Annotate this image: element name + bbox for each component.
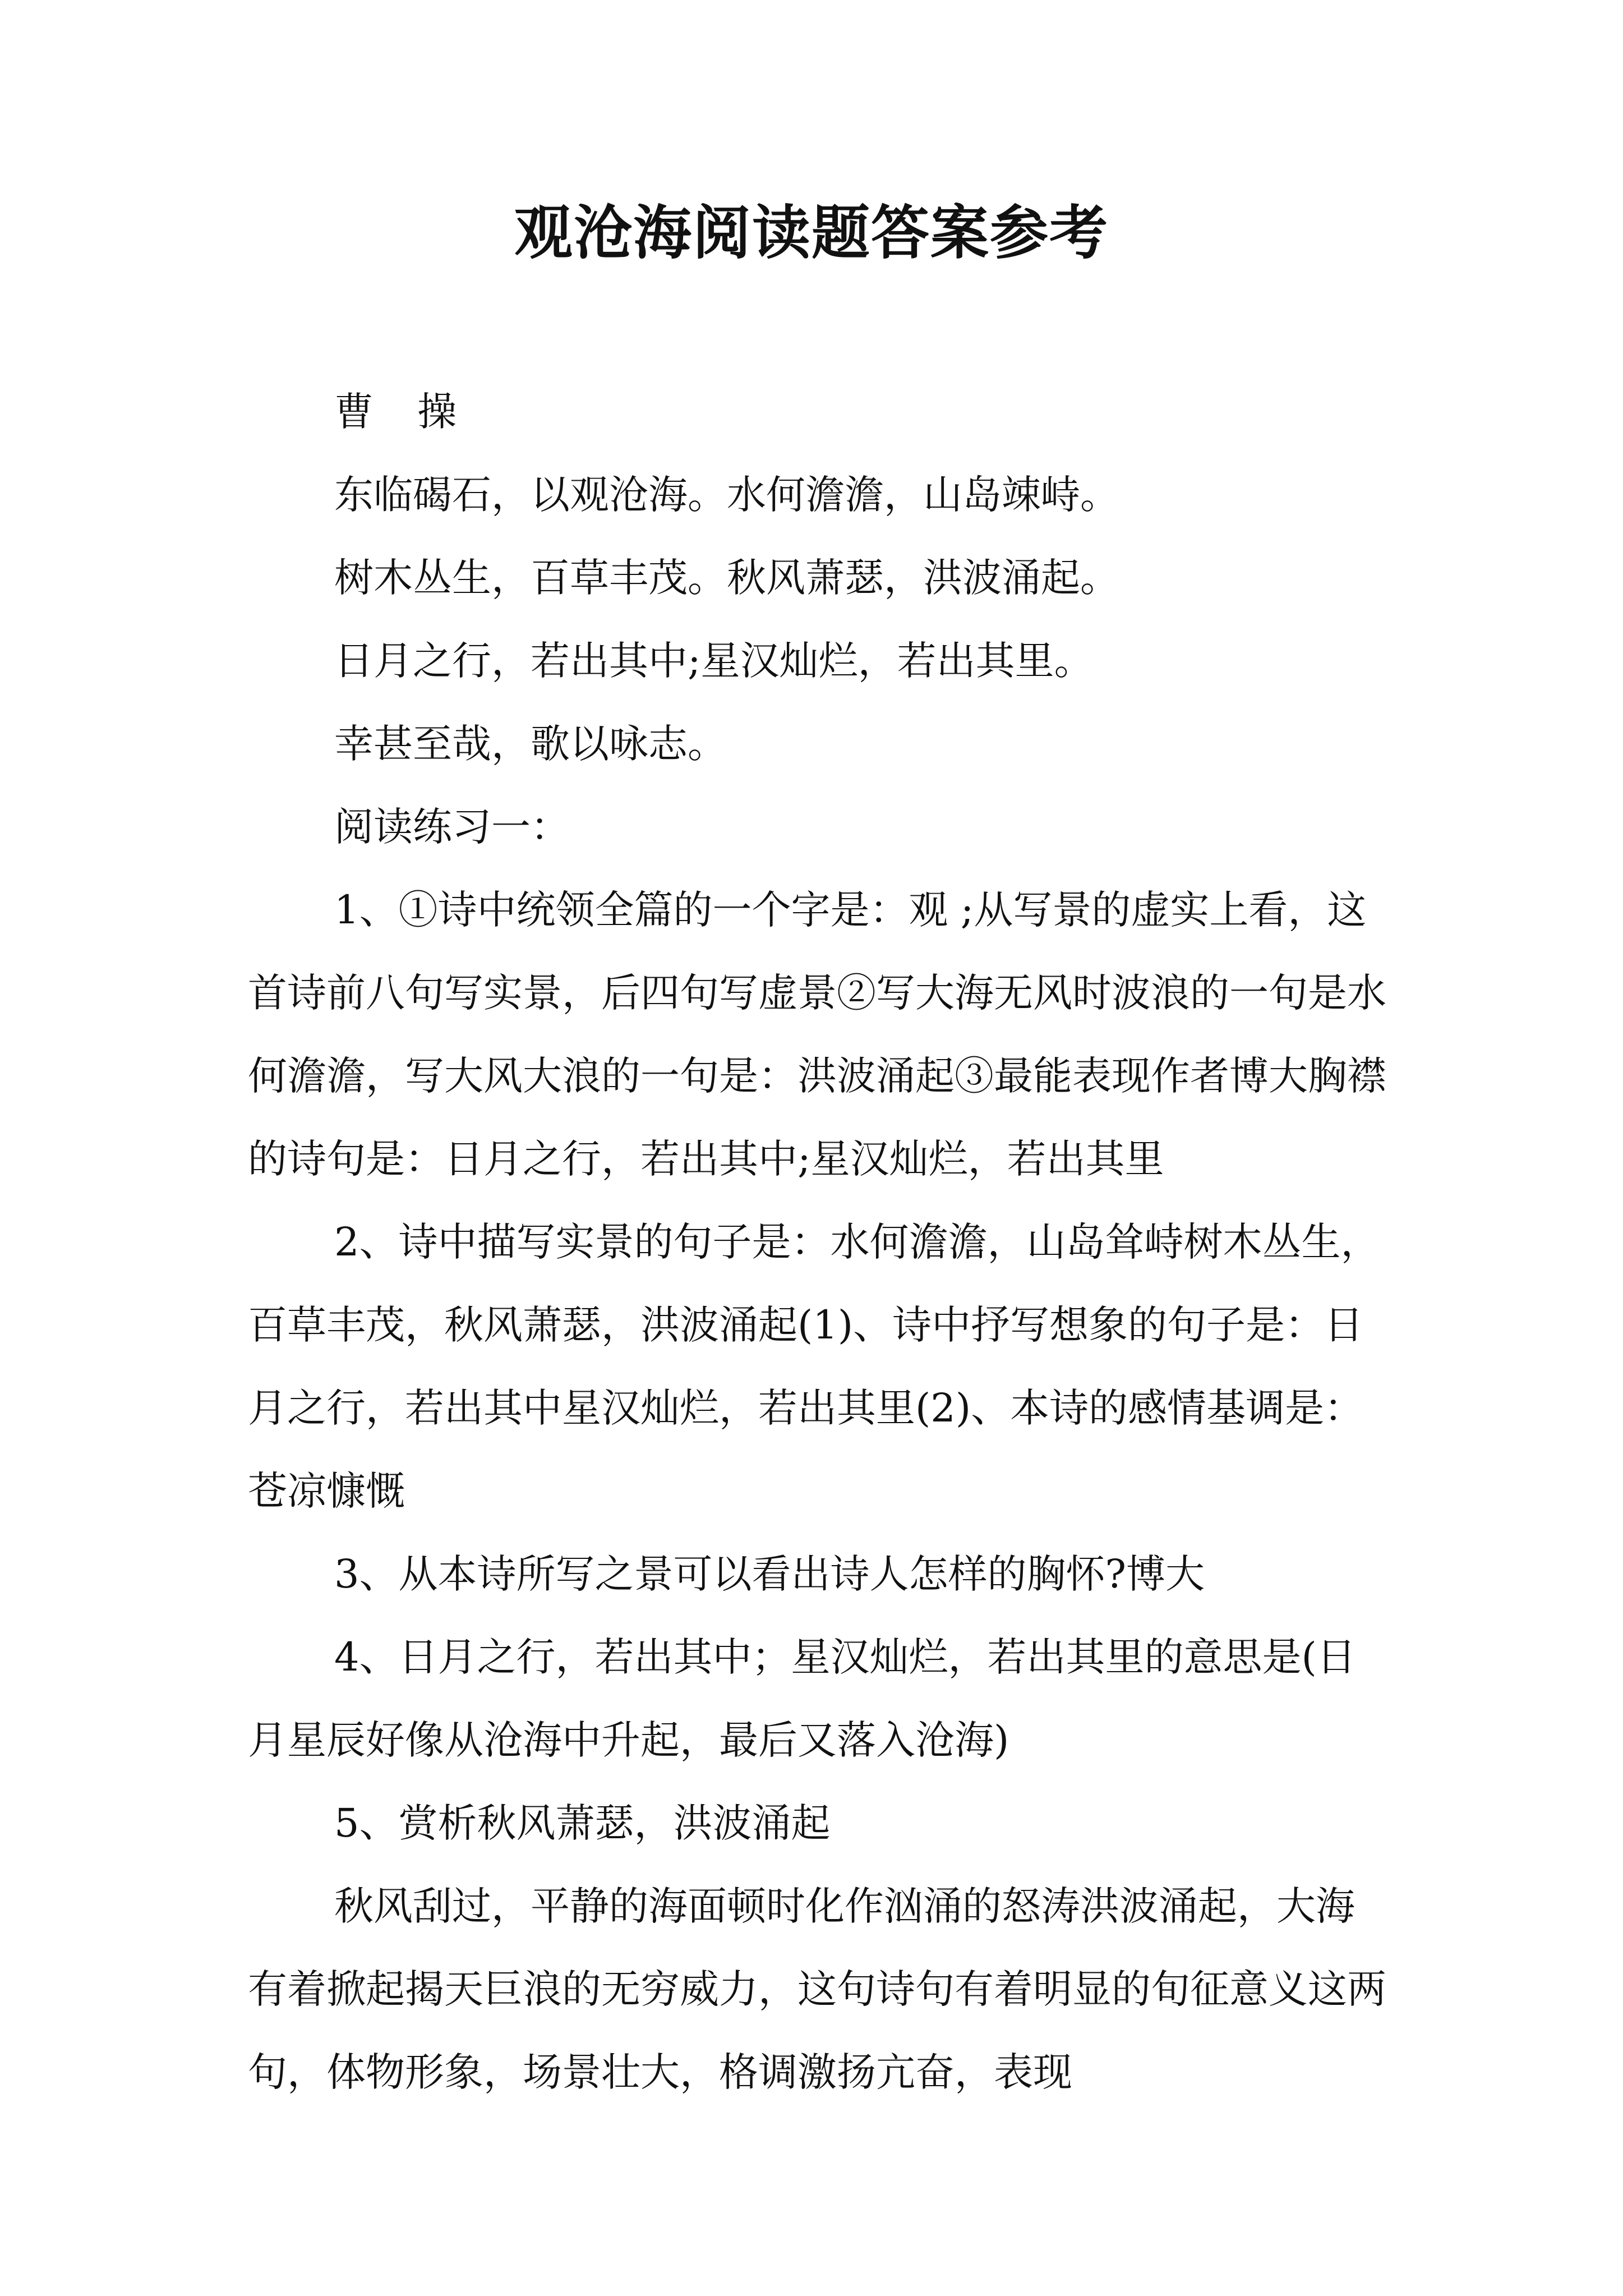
answer-paragraph-5: 5、赏析秋风萧瑟，洪波涌起 xyxy=(334,1800,831,1846)
answer-paragraph-1: 1、①诗中统领全篇的一个字是：观 ;从写景的虚实上看，这首诗前八句写实景，后四句写虚景②写大海无风时波浪的一句是水何澹澹，写大风大浪的一句是：洪波涌起③最能表现作者博大胸襟的诗句是：日月之行，若出其中;星汉灿烂，若出其里 xyxy=(248,887,1386,1182)
poem-line-1: 东临碣石，以观沧海。水何澹澹，山岛竦峙。 xyxy=(334,472,1119,518)
answer-paragraph-6: 秋风刮过，平静的海面顿时化作汹涌的怒涛洪波涌起，大海有着掀起揭天巨浪的无穷威力，这句诗句有着明显的旬征意义这两句，体物形象，场景壮大，格调激扬亢奋，表现 xyxy=(248,1883,1386,2095)
document-body xyxy=(248,370,1392,2114)
poem-line-4: 幸甚至哉，歌以咏志。 xyxy=(334,721,727,767)
document-title: 观沧海阅读题答案参考 xyxy=(514,198,1109,267)
poem-line-3: 日月之行，若出其中;星汉灿烂，若出其里。 xyxy=(334,638,1094,684)
poem-author: 曹 操 xyxy=(334,389,473,435)
answer-paragraph-2: 2、诗中描写实景的句子是：水何澹澹，山岛耸峙树木丛生，百草丰茂，秋风萧瑟，洪波涌起(1)、诗中抒写想象的句子是：日月之行，若出其中星汉灿烂，若出其里(2)、本诗的感情基调是：苍凉慷慨 xyxy=(248,1219,1380,1514)
poem-line-2: 树木丛生，百草丰茂。秋风萧瑟，洪波涌起。 xyxy=(334,555,1119,601)
answer-paragraph-3: 3、从本诗所写之景可以看出诗人怎样的胸怀?博大 xyxy=(334,1551,1205,1597)
section-heading: 阅读练习一： xyxy=(334,804,570,850)
answer-paragraph-4: 4、日月之行，若出其中；星汉灿烂，若出其里的意思是(日月星辰好像从沧海中升起，最后又落入沧海) xyxy=(248,1634,1356,1763)
